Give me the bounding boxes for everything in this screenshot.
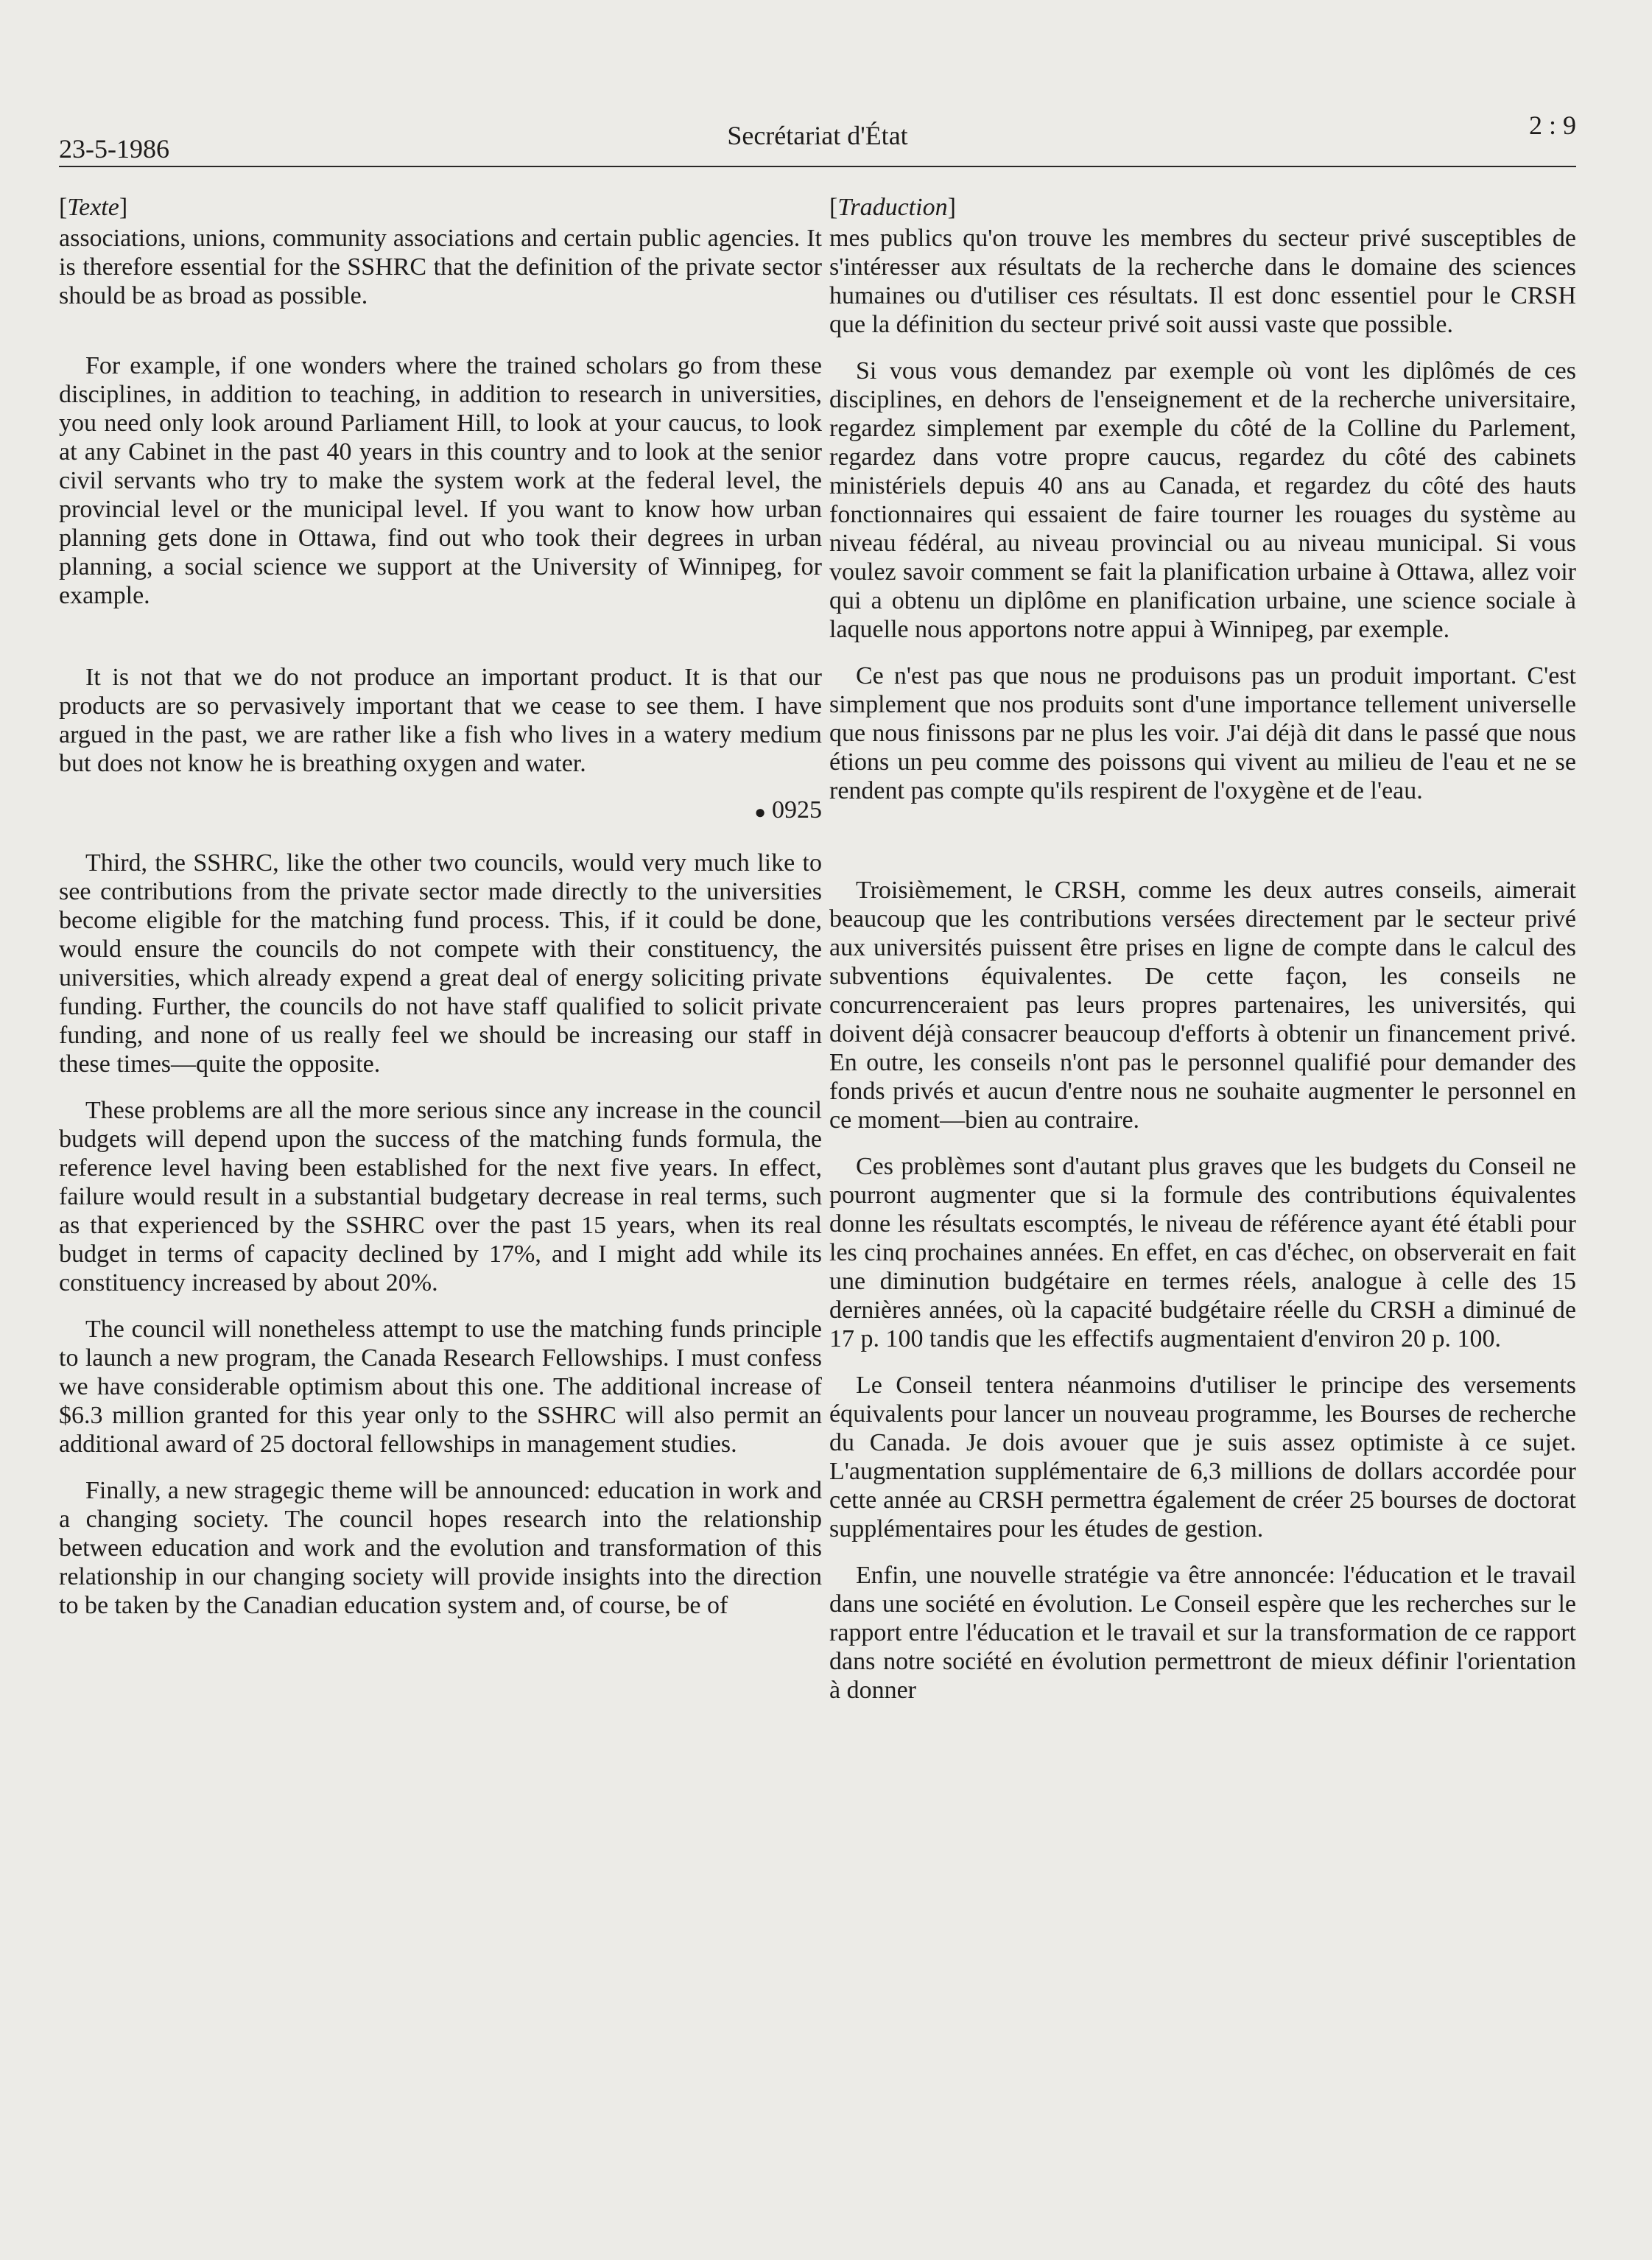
paragraph: It is not that we do not produce an important product. It is that our products are so pervasively important that we cease to see them. I have argued in the past, we are rather like a fish who lives in a watery medium but does not know he is breathing oxygen and water. xyxy=(59,664,822,777)
paragraph: Enfin, une nouvelle stratégie va être annoncée: l'éducation et le travail dans une société en évolution. Le Conseil espère que les recherches sur le rapport entre l'éducation et le travail et sur la transformation de ce rapport dans notre société en évolution permettront de mieux définir l'orientation à donner xyxy=(829,1562,1576,1704)
paragraph: Si vous vous demandez par exemple où vont les diplômés de ces disciplines, en dehors de l'enseignement et de la recherche universitaire, regardez simplement par exemple du côté de la Colline du Parlement, regardez dans votre propre caucus, regardez du côté des cabinets ministériels depuis 40 ans au Canada, et regardez du côté des hauts fonctionnaires qui essaient de faire tourner les rouages du système au niveau fédéral, au niveau provincial ou au niveau municipal. Si vous voulez savoir comment se fait la planification urbaine à Ottawa, allez voir qui a obtenu un diplôme en planification urbaine, une science sociale à laquelle nous apportons notre appui à Winnipeg, par exemple. xyxy=(829,357,1576,643)
time-marker-text: 0925 xyxy=(772,796,822,824)
paragraph: Ce n'est pas que nous ne produisons pas un produit important. C'est simplement que nos produits sont d'une importance tellement universelle que nous finissons par ne plus les voir. J'ai déjà dit dans le passé que nous étions un peu comme des poissons qui vivent au milieu de l'eau et ne se rendent pas compte qu'ils respirent de l'oxygène et de l'eau. xyxy=(829,662,1576,804)
paragraph: Finally, a new stragegic theme will be announced: education in work and a changing society. The council hopes research into the relationship between education and work and the evolution and transformation of this relationship in our changing society will provide insights into the direction to be taken by the Canadian education system and, of course, be of xyxy=(59,1476,822,1619)
paragraph: These problems are all the more serious since any increase in the council budgets will depend upon the success of the matching funds formula, the reference level having been established for the next five years. In effect, failure would result in a substantial budgetary decrease in real terms, such as that experienced by the SSHRC over the past 15 years, when its real budget in terms of capacity declined by 17%, and I might add while its constituency increased by about 20%. xyxy=(59,1096,822,1296)
section-label-english-text: Texte xyxy=(67,194,119,221)
paragraph: The council will nonetheless attempt to use the matching funds principle to launch a new program, the Canada Research Fellowships. I must confess we have considerable optimism about this one. The additional increase of $6.3 million granted for this year only to the SSHRC will also permit an additional award of 25 doctoral fellowships in management studies. xyxy=(59,1315,822,1458)
page-header xyxy=(59,110,1576,169)
header-title: Secrétariat d'État xyxy=(727,121,908,150)
french-column xyxy=(829,193,1576,1722)
bullet-icon: ● xyxy=(754,801,766,823)
paragraph: Third, the SSHRC, like the other two councils, would very much like to see contributions from the private sector made directly to the universities become eligible for the matching fund process. This, if it could be done, would ensure the councils do not compete with their constituency, the universities, which already expend a great deal of energy soliciting private funding. Further, the councils do not have staff qualified to solicit private funding, and none of us really feel we should be increasing our staff in these times—quite the opposite. xyxy=(59,849,822,1078)
paragraph: Ces problèmes sont d'autant plus graves que les budgets du Conseil ne pourront augmenter que si la formule des contributions équivalentes donne les résultats escomptés, le niveau de référence ayant été établi pour les cinq prochaines années. En effet, en cas d'échec, on observerait en fait une diminution budgétaire en termes réels, analogue à celle des 15 dernières années, où la capacité budgétaire réelle du CRSH a diminué de 17 p. 100 tandis que les effectifs augmentaient d'environ 20 p. 100. xyxy=(829,1153,1576,1352)
paragraph: Troisièmement, le CRSH, comme les deux autres conseils, aimerait beaucoup que les contributions versées directement par le secteur privé aux universités puissent être prises en ligne de compte dans le calcul des subventions équivalentes. De cette façon, les conseils ne concurrenceraient pas leurs propres partenaires, les universités, qui doivent déjà consacrer beaucoup d'efforts à obtenir un financement privé. En outre, les conseils n'ont pas le personnel qualifié pour demander des fonds privés et aucun d'entre nous ne souhaite augmenter le personnel en ce moment—bien au contraire. xyxy=(829,877,1576,1134)
time-marker xyxy=(59,796,822,827)
header-date: 23-5-1986 xyxy=(59,134,169,164)
section-label-english: [Texte] xyxy=(59,194,128,221)
header-rule xyxy=(59,166,1576,167)
english-column xyxy=(59,193,822,1638)
paragraph: Le Conseil tentera néanmoins d'utiliser le principe des versements équivalents pour lancer un nouveau programme, les Bourses de recherche du Canada. Je dois avouer que je suis assez optimiste à ce sujet. L'augmentation supplémentaire de 6,3 millions de dollars accordée pour cette année au CRSH permettra également de créer 25 bourses de doctorat supplémentaires pour les études de gestion. xyxy=(829,1372,1576,1543)
paragraph: mes publics qu'on trouve les membres du secteur privé susceptibles de s'intéresser aux résultats de la recherche dans le domaine des sciences humaines ou d'utiliser ces résultats. Il est donc essentiel pour le CRSH que la définition du secteur privé soit aussi vaste que possible. xyxy=(829,225,1576,338)
paragraph: For example, if one wonders where the trained scholars go from these disciplines, in addition to teaching, in addition to research in universities, you need only look around Parliament Hill, to look at your caucus, to look at any Cabinet in the past 40 years in this country and to look at the senior civil servants who try to make the system work at the federal level, the provincial level or the municipal level. If you want to know how urban planning gets done in Ottawa, find out who took their degrees in urban planning, a social science we support at the University of Winnipeg, for example. xyxy=(59,352,822,609)
paragraph: associations, unions, community associations and certain public agencies. It is therefore essential for the SSHRC that the definition of the private sector should be as broad as possible. xyxy=(59,225,822,309)
section-label-french: [Traduction] xyxy=(829,194,956,221)
section-label-french-text: Traduction xyxy=(837,194,948,221)
header-page-number: 2 : 9 xyxy=(1528,110,1576,140)
